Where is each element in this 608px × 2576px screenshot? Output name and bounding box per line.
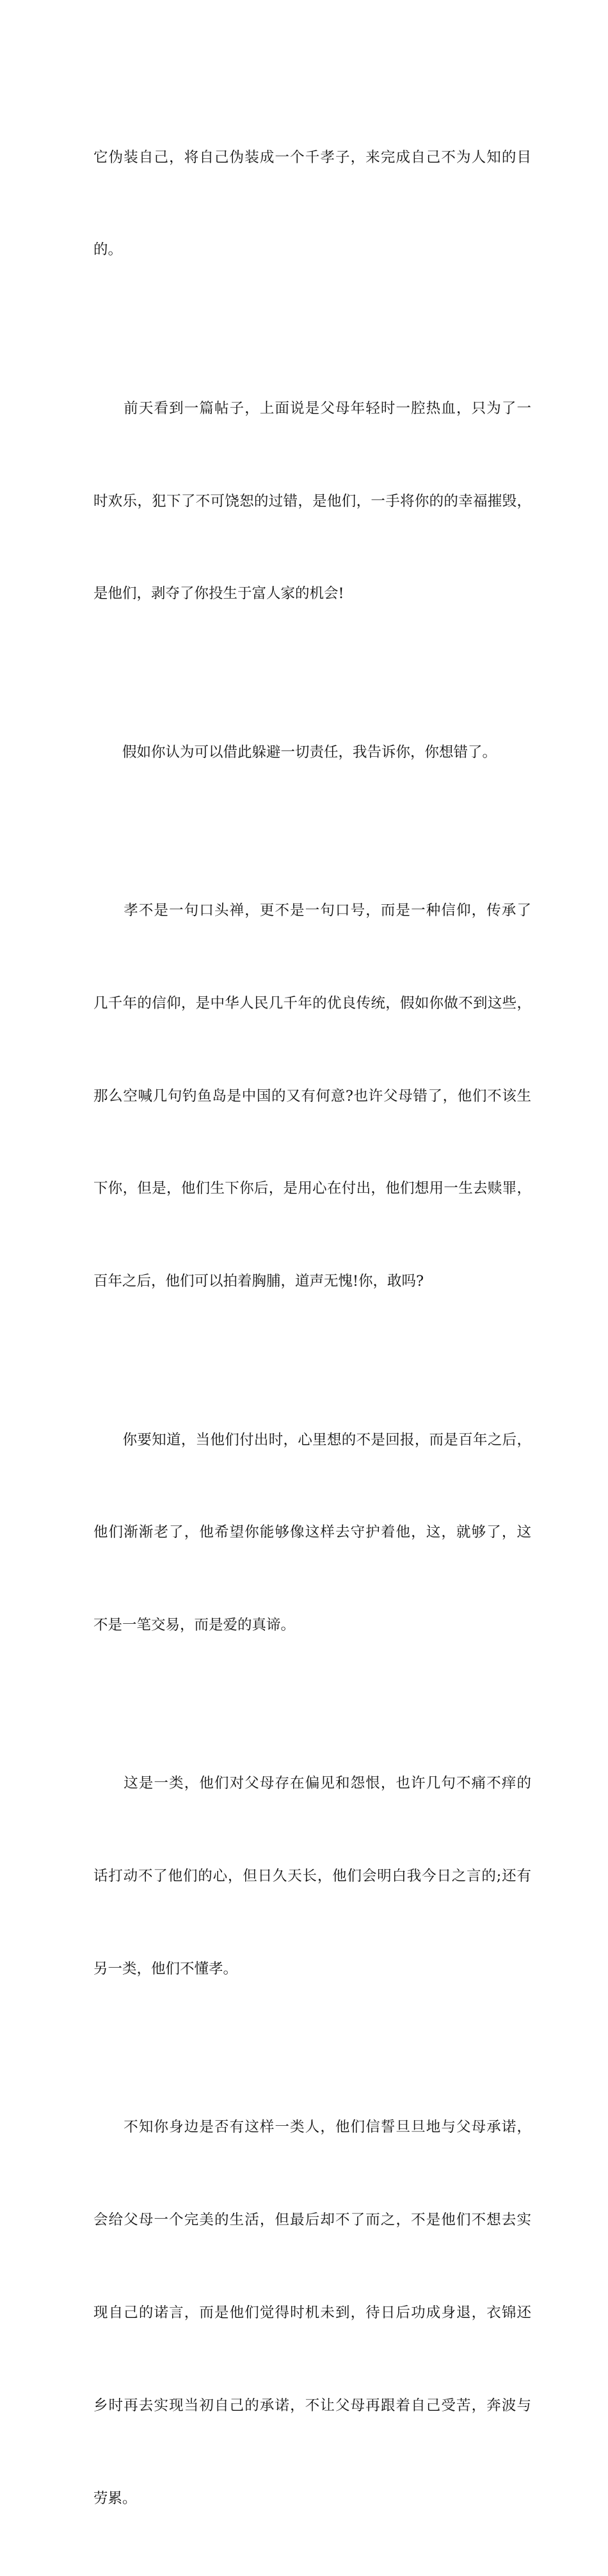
paragraph	[93, 675, 531, 829]
text-line: 不是一笔交易，而是爱的真谛。	[93, 1617, 296, 1634]
text-line: 你要知道，当他们付出时，心里想的不是回报，而是百年之后，	[93, 1431, 531, 1448]
text-line: 几千年的信仰，是中华人民几千年的优良传统，假如你做不到这些，	[93, 994, 531, 1012]
text-line: 百年之后，他们可以拍着胸脯，道声无愧!你，敢吗?	[93, 1273, 424, 1290]
text-line: 是他们，剥夺了你投生于富人家的机会!	[93, 585, 344, 603]
text-line: 它伪装自己，将自己伪装成一个千孝子，来完成自己不为人知的目	[93, 149, 531, 166]
paragraph	[93, 1363, 531, 1703]
text-line: 会给父母一个完美的生活，但最后却不了而之，不是他们不想去实	[93, 2212, 531, 2229]
text-line: 孝不是一句口头禅，更不是一句口号，而是一种信仰，传承了	[93, 902, 531, 919]
text-line: 另一类，他们不懂孝。	[93, 1961, 238, 1978]
text-line: 劳累。	[93, 2490, 137, 2507]
paragraph	[93, 80, 531, 327]
paragraph	[93, 2050, 531, 2576]
text-line: 的。	[93, 241, 123, 259]
text-line: 这是一类，他们对父母存在偏见和怨恨，也许几句不痛不痒的	[93, 1775, 531, 1792]
text-line: 下你，但是，他们生下你后，是用心在付出，他们想用一生去赎罪，	[93, 1180, 531, 1197]
text-line: 乡时再去实现当初自己的承诺，不让父母再跟着自己受苦，奔波与	[93, 2397, 531, 2415]
text-line: 前天看到一篇帖子，上面说是父母年轻时一腔热血，只为了一	[93, 400, 531, 417]
text-line: 话打动不了他们的心，但日久天长，他们会明白我今日之言的;还有	[93, 1868, 531, 1885]
paragraph	[93, 833, 531, 1359]
text-line: 现自己的诺言，而是他们觉得时机未到，待日后功成身退，衣锦还	[93, 2305, 531, 2322]
text-line: 那么空喊几句钓鱼岛是中国的又有何意?也许父母错了，他们不该生	[93, 1087, 531, 1105]
paragraph	[93, 1706, 531, 2046]
text-line: 不知你身边是否有这样一类人，他们信誓旦旦地与父母承诺，	[93, 2119, 531, 2136]
text-line: 假如你认为可以借此躲避一切责任，我告诉你，你想错了。	[93, 743, 497, 761]
document-body	[93, 80, 531, 2576]
text-line: 时欢乐，犯下了不可饶恕的过错，是他们，一手将你的的幸福摧毁，	[93, 492, 531, 510]
text-line: 他们渐渐老了，他希望你能够像这样去守护着他，这，就够了，这	[93, 1524, 531, 1541]
paragraph	[93, 331, 531, 671]
